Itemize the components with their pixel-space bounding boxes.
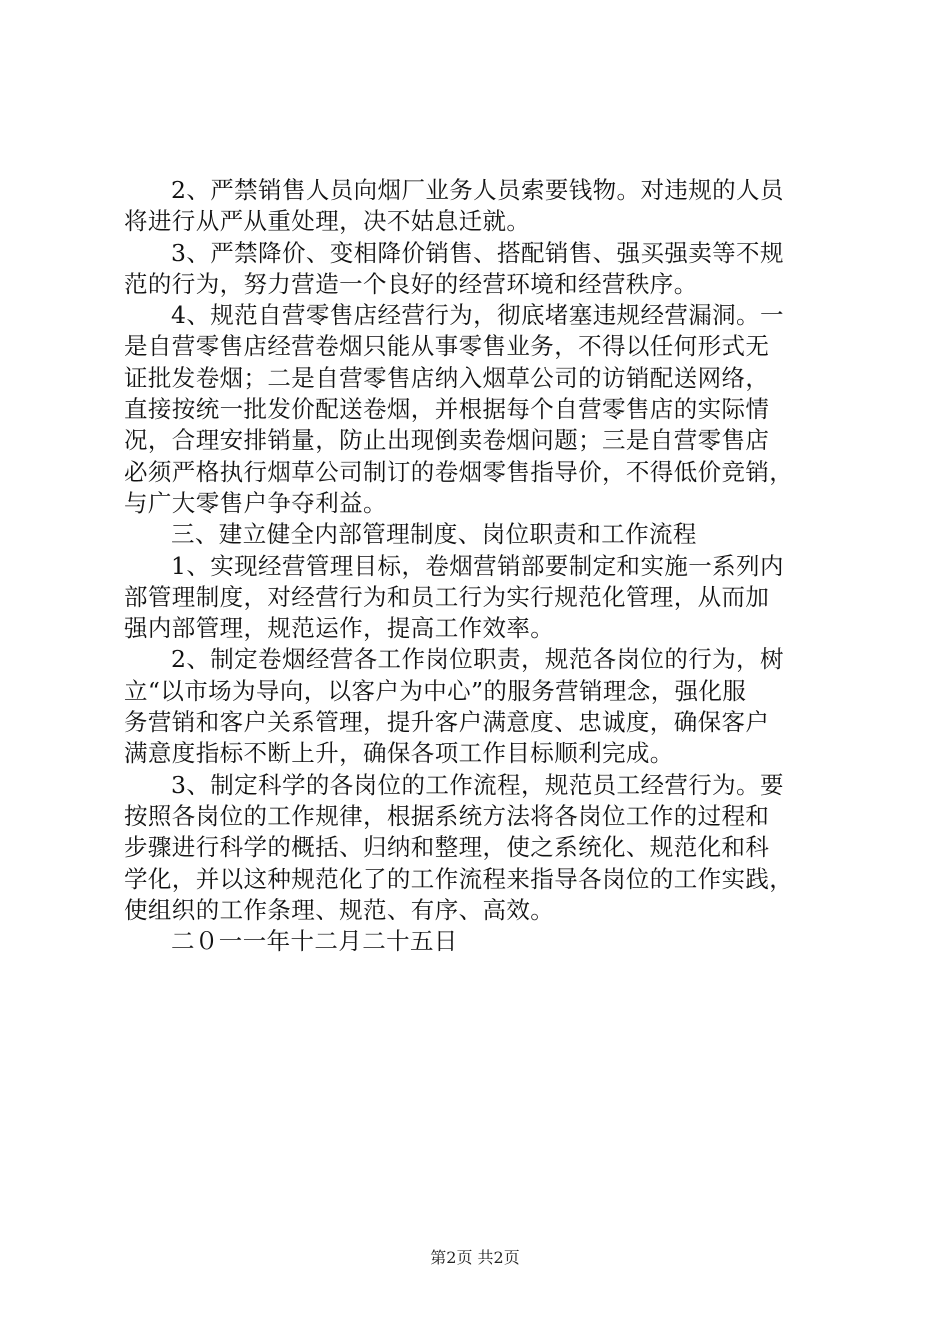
paragraph-line: 步骤进行科学的概括、归纳和整理，使之系统化、规范化和科 — [124, 833, 770, 862]
document-date: 二０一一年十二月二十五日 — [171, 927, 458, 956]
paragraph-line: 使组织的工作条理、规范、有序、高效。 — [124, 895, 555, 924]
paragraph-line: 3、制定科学的各岗位的工作流程，规范员工经营行为。要 — [171, 770, 784, 799]
paragraph-line: 3、严禁降价、变相降价销售、搭配销售、强买强卖等不规 — [171, 238, 784, 267]
paragraph-line: 范的行为，努力营造一个良好的经营环境和经营秩序。 — [124, 269, 698, 298]
paragraph-line: 将进行从严从重处理，决不姑息迁就。 — [124, 207, 531, 236]
page-number-footer: 第2页 共2页 — [430, 1248, 520, 1267]
paragraph-line: 务营销和客户关系管理，提升客户满意度、忠诚度，确保客户 — [124, 708, 770, 737]
document-body — [124, 175, 844, 957]
paragraph-line: 况，合理安排销量，防止出现倒卖卷烟问题；三是自营零售店 — [124, 426, 770, 455]
paragraph-line: 满意度指标不断上升，确保各项工作目标顺利完成。 — [124, 739, 674, 768]
paragraph-line: 4、规范自营零售店经营行为，彻底堵塞违规经营漏洞。一 — [171, 301, 784, 330]
paragraph-line: 1、实现经营管理目标，卷烟营销部要制定和实施一系列内 — [171, 551, 784, 580]
paragraph-line: 直接按统一批发价配送卷烟，并根据每个自营零售店的实际情 — [124, 395, 770, 424]
paragraph-line: 2、制定卷烟经营各工作岗位职责，规范各岗位的行为，树 — [171, 645, 784, 674]
paragraph-line: 必须严格执行烟草公司制订的卷烟零售指导价，不得低价竞销， — [124, 457, 794, 486]
paragraph-line: 部管理制度，对经营行为和员工行为实行规范化管理，从而加 — [124, 582, 770, 611]
section-heading: 三、建立健全内部管理制度、岗位职责和工作流程 — [171, 520, 697, 549]
paragraph-line: 与广大零售户争夺利益。 — [124, 488, 387, 517]
paragraph-line: 2、严禁销售人员向烟厂业务人员索要钱物。对违规的人员 — [171, 176, 784, 204]
paragraph-line: 证批发卷烟；二是自营零售店纳入烟草公司的访销配送网络， — [124, 363, 770, 392]
paragraph-line: 强内部管理，规范运作，提高工作效率。 — [124, 614, 555, 643]
paragraph-line: 立“以市场为导向，以客户为中心”的服务营销理念，强化服 — [124, 676, 747, 705]
paragraph-line: 按照各岗位的工作规律，根据系统方法将各岗位工作的过程和 — [124, 801, 770, 830]
paragraph-line: 是自营零售店经营卷烟只能从事零售业务，不得以任何形式无 — [124, 332, 770, 361]
paragraph-line: 学化，并以这种规范化了的工作流程来指导各岗位的工作实践， — [124, 864, 794, 893]
